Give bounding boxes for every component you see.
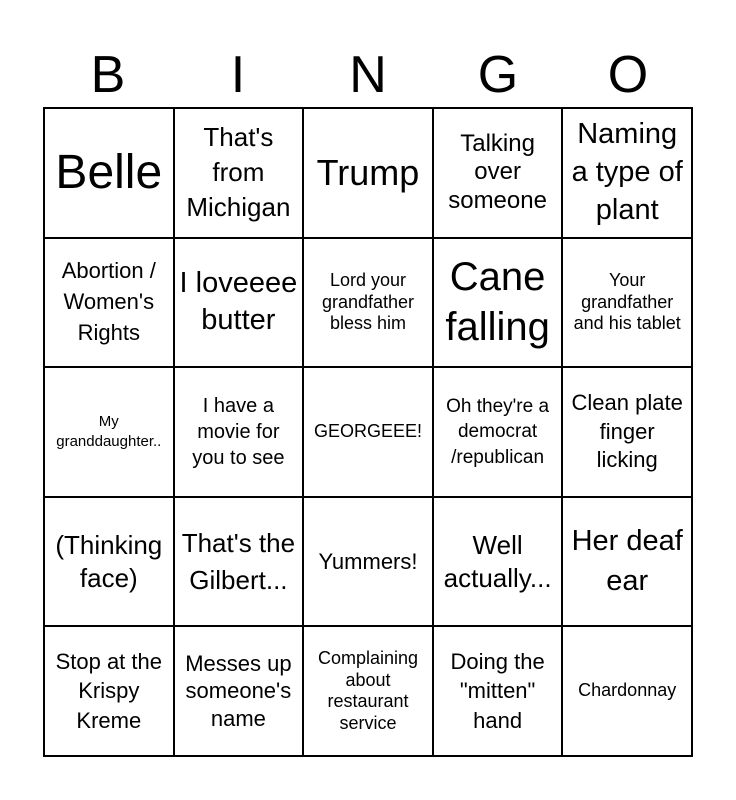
bingo-cell[interactable]: Well actually... [433,497,563,627]
bingo-cell[interactable]: Cane falling [433,238,563,368]
header-letter-o: O [607,46,649,104]
bingo-cell[interactable]: Yummers! [303,497,433,627]
bingo-cell[interactable]: Lord your grandfather bless him [303,238,433,368]
bingo-cell[interactable]: Abortion / Women's Rights [44,238,174,368]
bingo-cell[interactable]: That's the Gilbert... [174,497,304,627]
bingo-cell[interactable]: Your grandfather and his tablet [562,238,692,368]
bingo-cell[interactable]: (Thinking face) [44,497,174,627]
bingo-cell[interactable]: Belle [44,108,174,238]
header-letter-g: G [477,46,519,104]
bingo-grid [43,107,693,757]
bingo-cell[interactable]: Messes up someone's name [174,626,304,756]
bingo-cell[interactable]: Doing the "mitten" hand [433,626,563,756]
bingo-cell[interactable]: I have a movie for you to see [174,367,304,497]
header-letter-n: N [349,46,387,104]
bingo-header [43,44,693,106]
bingo-cell[interactable]: Naming a type of plant [562,108,692,238]
bingo-cell[interactable]: Stop at the Krispy Kreme [44,626,174,756]
bingo-cell[interactable]: Trump [303,108,433,238]
bingo-cell[interactable]: Clean plate finger licking [562,367,692,497]
bingo-cell[interactable]: Chardonnay [562,626,692,756]
header-letter-b: B [90,46,126,104]
bingo-cell[interactable]: Talking over someone [433,108,563,238]
bingo-cell[interactable]: My granddaughter.. [44,367,174,497]
bingo-cell[interactable]: Oh they're a democrat /republican [433,367,563,497]
bingo-cell[interactable]: GEORGEEE! [303,367,433,497]
bingo-cell[interactable]: Complaining about restaurant service [303,626,433,756]
bingo-cell[interactable]: I loveeee butter [174,238,304,368]
header-letter-i: I [230,46,246,104]
bingo-cell[interactable]: That's from Michigan [174,108,304,238]
bingo-cell[interactable]: Her deaf ear [562,497,692,627]
